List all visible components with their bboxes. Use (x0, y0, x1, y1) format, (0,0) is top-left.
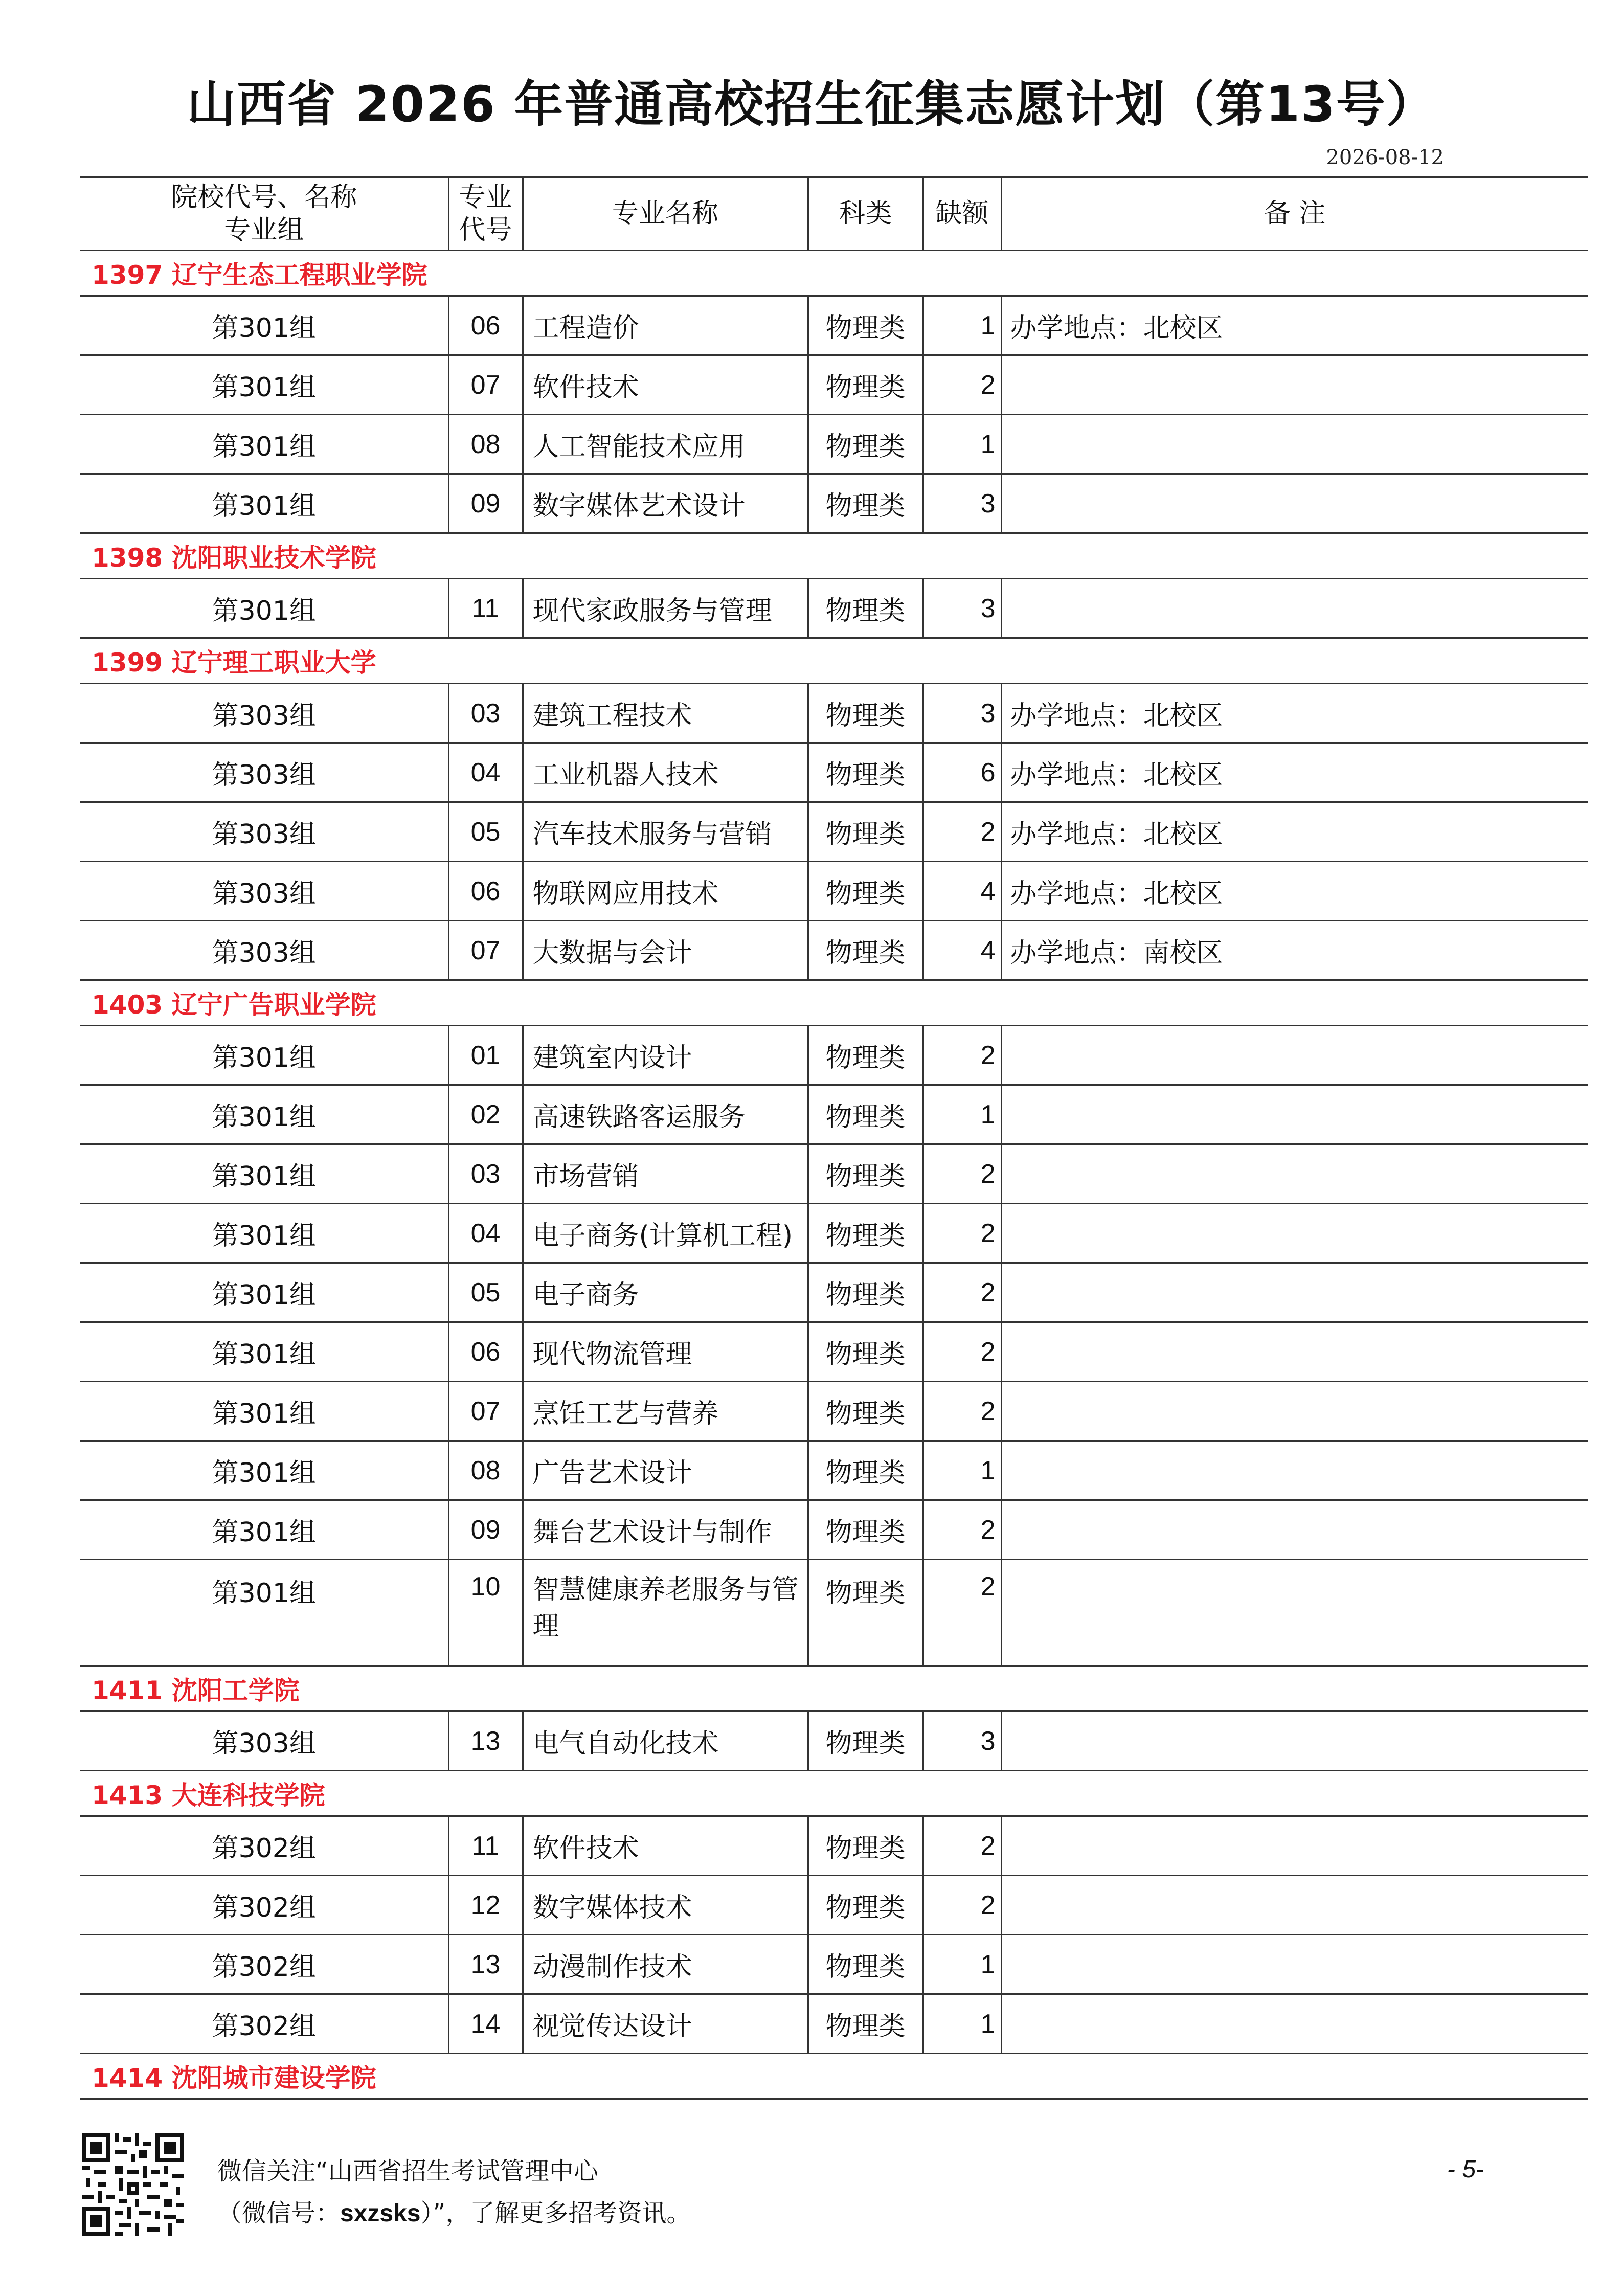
table-row (80, 1322, 1588, 1382)
table-row (80, 1144, 1588, 1204)
school-name: 1403 辽宁广告职业学院 (80, 980, 1588, 1026)
school-header-row (80, 251, 1588, 296)
document-title: 山西省 2026 年普通高校招生征集志愿计划（第13号） (187, 76, 1436, 133)
cell-category: 物理类 (808, 862, 923, 921)
cell-note (1001, 1441, 1588, 1500)
cell-quota: 4 (923, 862, 1001, 921)
cell-major-name: 建筑工程技术 (523, 684, 808, 743)
cell-category: 物理类 (808, 296, 923, 355)
table-row (80, 921, 1588, 980)
school-header-row (80, 638, 1588, 684)
qr-code-icon (82, 2133, 184, 2236)
cell-quota: 2 (923, 1026, 1001, 1085)
cell-major-name: 广告艺术设计 (523, 1441, 808, 1500)
cell-group: 第302组 (80, 1816, 448, 1876)
cell-major-code: 06 (448, 862, 523, 921)
cell-note (1001, 355, 1588, 415)
cell-major-code: 10 (448, 1560, 523, 1666)
header-code-line2: 代号 (459, 215, 512, 245)
header-name: 专业名称 (523, 177, 808, 251)
school-header-row (80, 533, 1588, 579)
cell-note (1001, 474, 1588, 533)
cell-major-code: 12 (448, 1876, 523, 1935)
cell-note: 办学地点：北校区 (1001, 296, 1588, 355)
table-row (80, 1712, 1588, 1771)
table-row (80, 1876, 1588, 1935)
cell-major-name: 汽车技术服务与营销 (523, 802, 808, 862)
cell-quota: 2 (923, 1144, 1001, 1204)
cell-quota: 2 (923, 355, 1001, 415)
cell-quota: 2 (923, 1500, 1001, 1560)
cell-group: 第301组 (80, 1500, 448, 1560)
footer-line2-suffix: ）”，了解更多招考资讯。 (420, 2199, 691, 2227)
cell-note: 办学地点：北校区 (1001, 684, 1588, 743)
school-header-row (80, 980, 1588, 1026)
school-name: 1397 辽宁生态工程职业学院 (80, 251, 1588, 296)
cell-major-code: 07 (448, 921, 523, 980)
cell-quota: 2 (923, 1560, 1001, 1666)
cell-category: 物理类 (808, 1500, 923, 1560)
cell-note (1001, 1935, 1588, 1994)
cell-major-code: 09 (448, 474, 523, 533)
cell-major-code: 04 (448, 743, 523, 802)
cell-group: 第301组 (80, 1560, 448, 1666)
table-row (80, 296, 1588, 355)
cell-group: 第302组 (80, 1876, 448, 1935)
cell-note (1001, 1876, 1588, 1935)
cell-quota: 1 (923, 1085, 1001, 1144)
cell-major-code: 03 (448, 684, 523, 743)
cell-category: 物理类 (808, 1994, 923, 2054)
cell-group: 第301组 (80, 1263, 448, 1322)
cell-major-name: 市场营销 (523, 1144, 808, 1204)
cell-group: 第301组 (80, 1204, 448, 1263)
header-group (80, 177, 448, 251)
school-name: 1414 沈阳城市建设学院 (80, 2054, 1588, 2099)
cell-major-name: 电气自动化技术 (523, 1712, 808, 1771)
cell-group: 第303组 (80, 802, 448, 862)
cell-major-name: 人工智能技术应用 (523, 415, 808, 474)
school-name: 1398 沈阳职业技术学院 (80, 533, 1588, 579)
document-date: 2026-08-12 (1326, 146, 1444, 169)
cell-category: 物理类 (808, 1322, 923, 1382)
cell-major-code: 05 (448, 1263, 523, 1322)
cell-category: 物理类 (808, 743, 923, 802)
cell-note (1001, 1204, 1588, 1263)
cell-quota: 2 (923, 1816, 1001, 1876)
cell-quota: 1 (923, 1441, 1001, 1500)
cell-major-name: 数字媒体艺术设计 (523, 474, 808, 533)
footer-wechat-id: sxzsks (340, 2200, 421, 2227)
cell-quota: 3 (923, 1712, 1001, 1771)
cell-note (1001, 1026, 1588, 1085)
cell-major-name: 电子商务 (523, 1263, 808, 1322)
cell-major-code: 11 (448, 579, 523, 638)
cell-major-name: 数字媒体技术 (523, 1876, 808, 1935)
cell-major-code: 11 (448, 1816, 523, 1876)
table-row (80, 1382, 1588, 1441)
cell-major-name: 动漫制作技术 (523, 1935, 808, 1994)
cell-note (1001, 579, 1588, 638)
cell-major-code: 06 (448, 296, 523, 355)
table-row (80, 684, 1588, 743)
cell-group: 第301组 (80, 1085, 448, 1144)
table-row (80, 355, 1588, 415)
cell-major-name: 烹饪工艺与营养 (523, 1382, 808, 1441)
footer-text (217, 2150, 691, 2235)
cell-category: 物理类 (808, 1085, 923, 1144)
cell-major-code: 03 (448, 1144, 523, 1204)
cell-major-name: 舞台艺术设计与制作 (523, 1500, 808, 1560)
cell-major-name: 物联网应用技术 (523, 862, 808, 921)
table-row (80, 743, 1588, 802)
cell-quota: 1 (923, 296, 1001, 355)
cell-quota: 4 (923, 921, 1001, 980)
table-row (80, 1441, 1588, 1500)
cell-major-code: 08 (448, 1441, 523, 1500)
cell-note (1001, 1322, 1588, 1382)
table-header-row (80, 177, 1588, 251)
cell-category: 物理类 (808, 921, 923, 980)
cell-note: 办学地点：北校区 (1001, 802, 1588, 862)
cell-major-name: 工程造价 (523, 296, 808, 355)
table-row (80, 802, 1588, 862)
table-row (80, 1935, 1588, 1994)
school-name: 1399 辽宁理工职业大学 (80, 638, 1588, 684)
cell-group: 第303组 (80, 1712, 448, 1771)
cell-quota: 2 (923, 1263, 1001, 1322)
table-row (80, 1560, 1588, 1666)
table-row (80, 1085, 1588, 1144)
cell-category: 物理类 (808, 1026, 923, 1085)
header-category: 科类 (808, 177, 923, 251)
cell-group: 第301组 (80, 296, 448, 355)
cell-group: 第301组 (80, 415, 448, 474)
cell-major-code: 13 (448, 1935, 523, 1994)
cell-category: 物理类 (808, 1441, 923, 1500)
table-row (80, 1026, 1588, 1085)
cell-note (1001, 1085, 1588, 1144)
header-code (448, 177, 523, 251)
cell-category: 物理类 (808, 1144, 923, 1204)
cell-major-code: 13 (448, 1712, 523, 1771)
cell-major-code: 14 (448, 1994, 523, 2054)
cell-group: 第301组 (80, 1144, 448, 1204)
cell-group: 第301组 (80, 1382, 448, 1441)
cell-major-name: 建筑室内设计 (523, 1026, 808, 1085)
cell-note (1001, 1382, 1588, 1441)
cell-quota: 2 (923, 1322, 1001, 1382)
table-row (80, 1500, 1588, 1560)
header-note: 备 注 (1001, 177, 1588, 251)
cell-group: 第301组 (80, 474, 448, 533)
table-row (80, 1204, 1588, 1263)
cell-group: 第301组 (80, 1322, 448, 1382)
school-header-row (80, 2054, 1588, 2099)
cell-group: 第302组 (80, 1935, 448, 1994)
cell-group: 第301组 (80, 1441, 448, 1500)
cell-major-code: 06 (448, 1322, 523, 1382)
cell-category: 物理类 (808, 1263, 923, 1322)
cell-quota: 3 (923, 684, 1001, 743)
cell-major-name: 现代家政服务与管理 (523, 579, 808, 638)
cell-major-code: 07 (448, 1382, 523, 1441)
header-group-line1: 院校代号、名称 (171, 182, 357, 213)
cell-major-name: 大数据与会计 (523, 921, 808, 980)
cell-quota: 1 (923, 1994, 1001, 2054)
header-group-line2: 专业组 (224, 215, 304, 245)
school-name: 1411 沈阳工学院 (80, 1666, 1588, 1712)
cell-major-code: 04 (448, 1204, 523, 1263)
table-row (80, 1816, 1588, 1876)
footer-line2-prefix: （微信号： (217, 2199, 341, 2227)
cell-category: 物理类 (808, 579, 923, 638)
cell-major-code: 05 (448, 802, 523, 862)
table-row (80, 579, 1588, 638)
school-header-row (80, 1771, 1588, 1816)
table-row (80, 862, 1588, 921)
cell-major-name: 电子商务(计算机工程) (523, 1204, 808, 1263)
cell-category: 物理类 (808, 474, 923, 533)
cell-quota: 6 (923, 743, 1001, 802)
cell-category: 物理类 (808, 1876, 923, 1935)
cell-quota: 2 (923, 802, 1001, 862)
cell-category: 物理类 (808, 1382, 923, 1441)
plan-table-body (80, 251, 1588, 2099)
cell-category: 物理类 (808, 1712, 923, 1771)
cell-major-code: 08 (448, 415, 523, 474)
cell-category: 物理类 (808, 415, 923, 474)
cell-group: 第302组 (80, 1994, 448, 2054)
cell-category: 物理类 (808, 355, 923, 415)
cell-note (1001, 1994, 1588, 2054)
cell-category: 物理类 (808, 802, 923, 862)
cell-category: 物理类 (808, 1935, 923, 1994)
cell-major-code: 02 (448, 1085, 523, 1144)
cell-group: 第301组 (80, 355, 448, 415)
cell-category: 物理类 (808, 1816, 923, 1876)
cell-note (1001, 1712, 1588, 1771)
cell-group: 第301组 (80, 579, 448, 638)
cell-major-code: 09 (448, 1500, 523, 1560)
cell-note: 办学地点：北校区 (1001, 743, 1588, 802)
cell-quota: 1 (923, 415, 1001, 474)
cell-quota: 1 (923, 1935, 1001, 1994)
cell-major-name: 现代物流管理 (523, 1322, 808, 1382)
cell-quota: 2 (923, 1204, 1001, 1263)
cell-category: 物理类 (808, 1560, 923, 1666)
cell-category: 物理类 (808, 684, 923, 743)
cell-quota: 2 (923, 1876, 1001, 1935)
table-row (80, 415, 1588, 474)
cell-quota: 2 (923, 1382, 1001, 1441)
page-number: - 5- (1447, 2156, 1484, 2183)
school-name: 1413 大连科技学院 (80, 1771, 1588, 1816)
footer-line1: 微信关注“山西省招生考试管理中心 (217, 2157, 598, 2186)
cell-note (1001, 1500, 1588, 1560)
cell-quota: 3 (923, 474, 1001, 533)
cell-group: 第301组 (80, 1026, 448, 1085)
cell-major-name: 高速铁路客运服务 (523, 1085, 808, 1144)
cell-note: 办学地点：南校区 (1001, 921, 1588, 980)
cell-note (1001, 1816, 1588, 1876)
cell-major-code: 07 (448, 355, 523, 415)
table-row (80, 1994, 1588, 2054)
cell-group: 第303组 (80, 743, 448, 802)
footer-line2 (217, 2192, 691, 2235)
cell-group: 第303组 (80, 921, 448, 980)
cell-major-code: 01 (448, 1026, 523, 1085)
cell-note (1001, 1144, 1588, 1204)
cell-major-name: 工业机器人技术 (523, 743, 808, 802)
cell-major-name: 软件技术 (523, 1816, 808, 1876)
cell-note (1001, 1263, 1588, 1322)
table-row (80, 474, 1588, 533)
table-row (80, 1263, 1588, 1322)
cell-major-name: 视觉传达设计 (523, 1994, 808, 2054)
plan-table (80, 176, 1588, 2100)
header-code-line1: 专业 (459, 182, 512, 213)
cell-major-name: 智慧健康养老服务与管理 (523, 1560, 808, 1666)
cell-category: 物理类 (808, 1204, 923, 1263)
cell-group: 第303组 (80, 684, 448, 743)
cell-group: 第303组 (80, 862, 448, 921)
cell-note: 办学地点：北校区 (1001, 862, 1588, 921)
header-quota: 缺额 (923, 177, 1001, 251)
cell-quota: 3 (923, 579, 1001, 638)
cell-note (1001, 1560, 1588, 1666)
cell-major-name: 软件技术 (523, 355, 808, 415)
cell-note (1001, 415, 1588, 474)
school-header-row (80, 1666, 1588, 1712)
